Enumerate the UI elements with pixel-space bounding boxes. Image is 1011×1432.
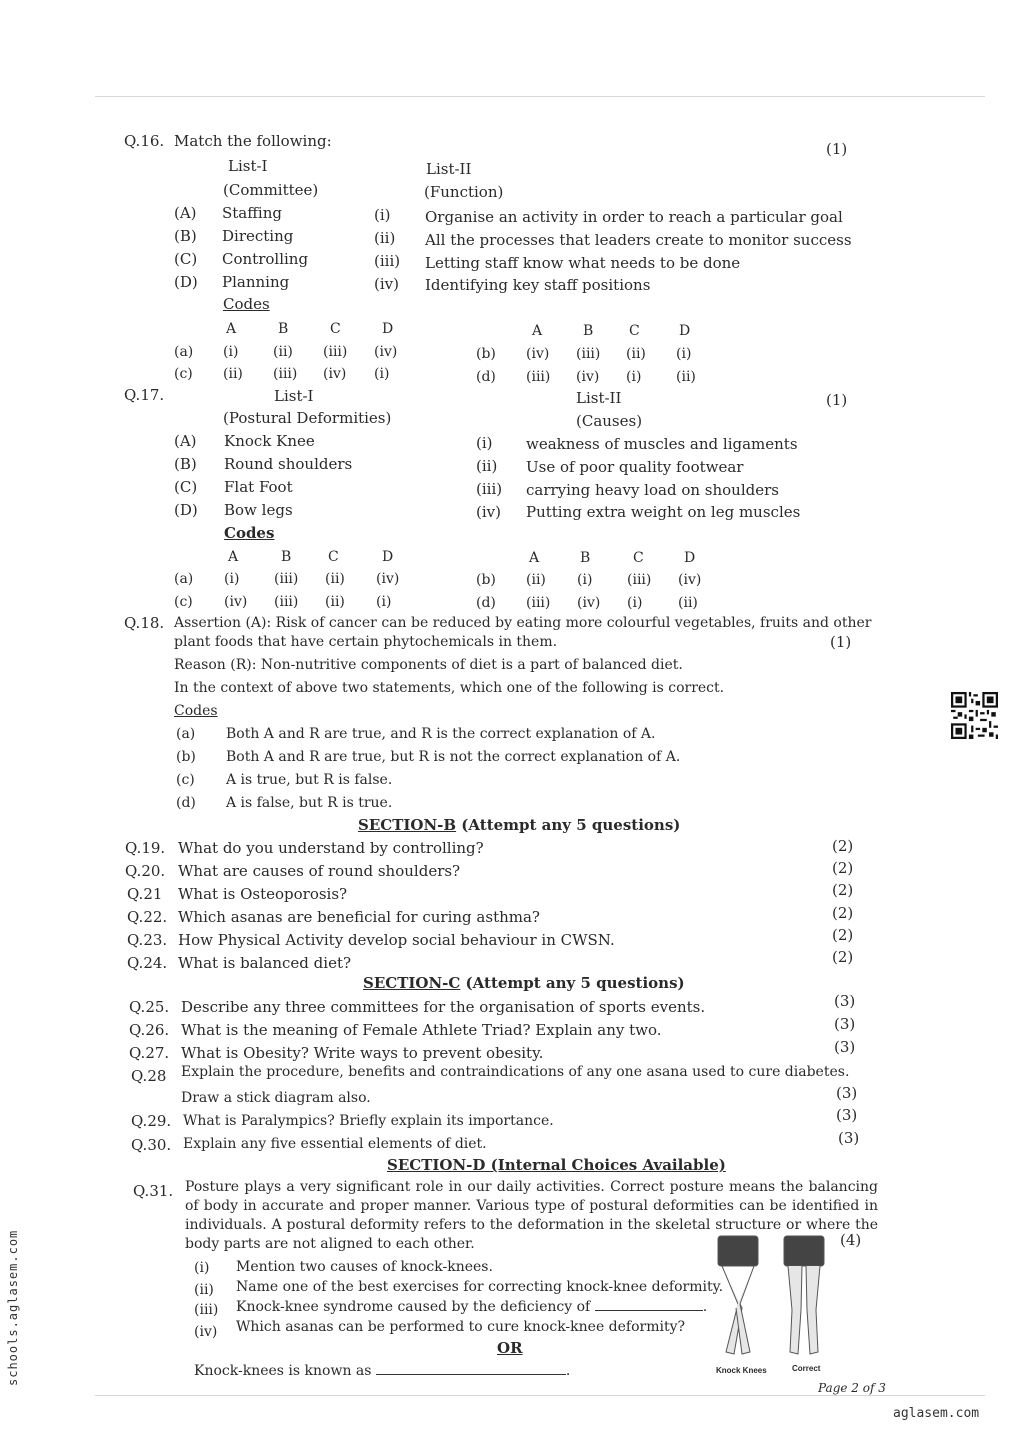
q30-number: Q.30. [131, 1136, 172, 1154]
option-value: (iii) [274, 571, 299, 587]
q18-assertion-line1: Assertion (A): Risk of cancer can be reduced by eating more colourful vegetables, fruits and other [174, 615, 872, 631]
q18-number: Q.18. [124, 614, 165, 632]
q17-row-item: Flat Foot [224, 478, 293, 496]
q16-row-item: Staffing [222, 204, 282, 222]
option-value: (i) [224, 571, 240, 587]
q17-row-cause: Use of poor quality footwear [526, 458, 744, 476]
option-value: (iii) [526, 595, 551, 611]
option-value: (i) [676, 346, 692, 362]
q18-reason: Reason (R): Non-nutritive components of diet is a part of balanced diet. [174, 657, 683, 673]
option-value: (iii) [576, 346, 601, 362]
q16-row-function: All the processes that leaders create to monitor success [425, 231, 852, 249]
code-head: D [382, 321, 394, 337]
question-text: What is Obesity? Write ways to prevent obesity. [181, 1044, 544, 1062]
question-number: Q.24. [127, 954, 168, 972]
q16-row-roman: (i) [374, 206, 391, 224]
question-text: What is Osteoporosis? [178, 885, 348, 903]
code-head: C [633, 550, 644, 566]
q17-row-letter: (A) [174, 432, 197, 450]
q16-row-function: Organise an activity in order to reach a particular goal [425, 208, 843, 226]
option-value: (ii) [325, 594, 345, 610]
option-value: (iv) [576, 369, 600, 385]
option-letter: (b) [476, 572, 496, 588]
knock-knee-figure [710, 1230, 840, 1362]
option-value: (i) [223, 344, 239, 360]
sub-question-text: Mention two causes of knock-knees. [236, 1259, 493, 1275]
option-value: (iv) [526, 346, 550, 362]
q16-list2-sub: (Function) [424, 183, 504, 201]
qr-code-icon [951, 692, 998, 739]
option-value: (ii) [626, 346, 646, 362]
question-marks: (2) [832, 881, 854, 899]
option-value: (ii) [678, 595, 698, 611]
option-value: (iii) [627, 572, 652, 588]
q17-number: Q.17. [124, 386, 165, 404]
section-b-heading [358, 816, 680, 834]
question-marks: (2) [832, 948, 854, 966]
code-head: B [278, 321, 289, 337]
option-value: (iv) [323, 366, 347, 382]
option-value: (iii) [274, 594, 299, 610]
fill-blank [376, 1374, 566, 1375]
code-head: A [228, 549, 239, 565]
question-number: Q.26. [129, 1021, 170, 1039]
code-head: A [532, 323, 543, 339]
question-marks: (2) [832, 926, 854, 944]
or-question-text: Knock-knees is known as [194, 1363, 372, 1379]
q28-text-line2: Draw a stick diagram also. [181, 1090, 371, 1106]
q17-row-item: Knock Knee [224, 432, 315, 450]
q16-list1-head: List-I [228, 157, 268, 175]
question-number: Q.20. [125, 862, 166, 880]
or-question-row: Knock-knees is known as . [194, 1363, 571, 1379]
question-text: What are causes of round shoulders? [178, 862, 461, 880]
question-number: Q.21 [127, 885, 163, 903]
q16-number: Q.16. [124, 132, 165, 150]
option-letter: (c) [174, 366, 193, 382]
question-marks: (3) [834, 992, 856, 1010]
q16-title: Match the following: [174, 132, 332, 150]
option-value: (ii) [526, 572, 546, 588]
question-text: Which asanas are beneficial for curing asthma? [178, 908, 540, 926]
option-value: (i) [577, 572, 593, 588]
q16-row-roman: (iii) [374, 252, 401, 270]
q17-row-cause: weakness of muscles and ligaments [526, 435, 798, 453]
q28-text-line1: Explain the procedure, benefits and contraindications of any one asana used to cure diabetes. [181, 1064, 850, 1080]
code-head: D [684, 550, 696, 566]
option-text: A is false, but R is true. [226, 795, 393, 811]
q16-codes-label: Codes [223, 295, 270, 313]
q30-marks: (3) [838, 1129, 860, 1147]
question-text: What do you understand by controlling? [178, 839, 484, 857]
option-value: (iv) [577, 595, 601, 611]
q17-list2-sub: (Causes) [576, 412, 643, 430]
sub-question-row: Knock-knee syndrome caused by the deficiency of . [236, 1299, 708, 1315]
option-value: (iv) [374, 344, 398, 360]
code-head: A [529, 550, 540, 566]
q29-marks: (3) [836, 1106, 858, 1124]
or-divider: OR [497, 1339, 523, 1357]
q31-marks: (4) [840, 1231, 862, 1249]
figure-label-correct: Correct [792, 1364, 821, 1373]
option-value: (iii) [323, 344, 348, 360]
option-letter: (c) [174, 594, 193, 610]
question-text: How Physical Activity develop social behaviour in CWSN. [178, 931, 615, 949]
question-number: Q.22. [127, 908, 168, 926]
sub-question-number: (i) [194, 1260, 210, 1276]
option-letter: (d) [476, 369, 496, 385]
option-letter: (d) [476, 595, 496, 611]
q16-row-letter: (D) [174, 273, 198, 291]
question-marks: (3) [834, 1038, 856, 1056]
q17-codes-label: Codes [224, 524, 275, 542]
option-value: (ii) [273, 344, 293, 360]
side-watermark: schools.aglasem.com [6, 1229, 20, 1386]
q17-row-letter: (D) [174, 501, 198, 519]
option-letter: (a) [174, 344, 194, 360]
q16-list1-sub: (Committee) [223, 181, 319, 199]
q16-row-roman: (ii) [374, 229, 396, 247]
q17-marks: (1) [826, 391, 848, 409]
question-number: Q.19. [125, 839, 166, 857]
q18-context: In the context of above two statements, which one of the following is correct. [174, 680, 725, 696]
q17-row-roman: (i) [476, 434, 493, 452]
code-head: B [583, 323, 594, 339]
option-value: (ii) [676, 369, 696, 385]
figure-label-knock-knees: Knock Knees [716, 1366, 767, 1375]
option-value: (iii) [273, 366, 298, 382]
q16-row-function: Letting staff know what needs to be done [425, 254, 741, 272]
sub-question-text: Name one of the best exercises for correcting knock-knee deformity. [236, 1279, 724, 1295]
section-b-note: (Attempt any 5 questions) [456, 816, 681, 834]
question-marks: (2) [832, 859, 854, 877]
code-head: C [330, 321, 341, 337]
fill-blank [595, 1310, 703, 1311]
option-letter: (d) [176, 795, 196, 811]
footer-site: aglasem.com [893, 1406, 980, 1421]
top-rule [95, 96, 985, 97]
option-value: (i) [374, 366, 390, 382]
q17-row-roman: (iv) [476, 503, 501, 521]
q17-row-letter: (B) [174, 455, 197, 473]
option-value: (i) [627, 595, 643, 611]
section-d-heading: SECTION-D (Internal Choices Available) [387, 1156, 726, 1174]
section-c-heading [363, 974, 685, 992]
sub-question-number: (ii) [194, 1282, 214, 1298]
q16-row-function: Identifying key staff positions [425, 276, 651, 294]
q16-row-letter: (B) [174, 227, 197, 245]
question-marks: (2) [832, 837, 854, 855]
q17-row-roman: (iii) [476, 480, 503, 498]
sub-question-text: Which asanas can be performed to cure knock-knee deformity? [236, 1319, 686, 1335]
code-head: C [328, 549, 339, 565]
page-number: Page 2 of 3 [818, 1381, 886, 1395]
option-text: A is true, but R is false. [226, 772, 393, 788]
code-head: D [679, 323, 691, 339]
q16-list2-head: List-II [426, 160, 472, 178]
q31-passage: Posture plays a very significant role in our daily activities. Correct posture means the balancing of body in accurate and proper manner. Various type of postural deformities can be identified in individuals. A postural deformity refers to the deformation in the skeletal structure or where the body parts are not aligned to each other. [185, 1179, 878, 1252]
q31-number: Q.31. [133, 1182, 174, 1200]
q16-row-item: Directing [222, 227, 294, 245]
q29-number: Q.29. [131, 1112, 172, 1130]
option-value: (iv) [224, 594, 248, 610]
code-head: C [629, 323, 640, 339]
question-text: What is balanced diet? [178, 954, 352, 972]
q16-row-roman: (iv) [374, 275, 399, 293]
option-letter: (c) [176, 772, 195, 788]
question-marks: (3) [834, 1015, 856, 1033]
option-value: (i) [626, 369, 642, 385]
q17-row-letter: (C) [174, 478, 198, 496]
q17-list2-head: List-II [576, 389, 622, 407]
q29-text: What is Paralympics? Briefly explain its importance. [183, 1113, 554, 1129]
question-marks: (2) [832, 904, 854, 922]
section-c-note: (Attempt any 5 questions) [460, 974, 685, 992]
q16-row-item: Planning [222, 273, 290, 291]
option-value: (iv) [376, 571, 400, 587]
q17-row-cause: Putting extra weight on leg muscles [526, 503, 801, 521]
q28-marks: (3) [836, 1084, 858, 1102]
q17-row-roman: (ii) [476, 457, 498, 475]
question-number: Q.27. [129, 1044, 170, 1062]
section-b-title: SECTION-B [358, 816, 457, 834]
q30-text: Explain any five essential elements of diet. [183, 1136, 487, 1152]
option-letter: (a) [176, 726, 196, 742]
q16-row-item: Controlling [222, 250, 309, 268]
question-text: Describe any three committees for the organisation of sports events. [181, 998, 706, 1016]
question-number: Q.23. [127, 931, 168, 949]
q18-marks: (1) [830, 633, 852, 651]
question-number: Q.25. [129, 998, 170, 1016]
q17-row-cause: carrying heavy load on shoulders [526, 481, 779, 499]
code-head: A [226, 321, 237, 337]
q17-row-item: Bow legs [224, 501, 293, 519]
option-letter: (b) [176, 749, 196, 765]
q18-codes-label: Codes [174, 703, 218, 719]
code-head: B [281, 549, 292, 565]
q16-row-letter: (C) [174, 250, 198, 268]
option-letter: (a) [174, 571, 194, 587]
option-text: Both A and R are true, but R is not the correct explanation of A. [226, 749, 681, 765]
code-head: B [580, 550, 591, 566]
option-value: (i) [376, 594, 392, 610]
q16-marks: (1) [826, 140, 848, 158]
option-value: (iv) [678, 572, 702, 588]
bottom-rule [95, 1395, 985, 1396]
sub-question-number: (iii) [194, 1302, 219, 1318]
code-head: D [382, 549, 394, 565]
q17-row-item: Round shoulders [224, 455, 353, 473]
question-text: What is the meaning of Female Athlete Triad? Explain any two. [181, 1021, 662, 1039]
option-value: (ii) [223, 366, 243, 382]
option-letter: (b) [476, 346, 496, 362]
option-value: (ii) [325, 571, 345, 587]
q17-list1-head: List-I [274, 387, 314, 405]
option-value: (iii) [526, 369, 551, 385]
option-text: Both A and R are true, and R is the correct explanation of A. [226, 726, 656, 742]
q17-list1-sub: (Postural Deformities) [223, 409, 392, 427]
q28-number: Q.28 [131, 1067, 167, 1085]
section-c-title: SECTION-C [363, 974, 461, 992]
q16-row-letter: (A) [174, 204, 197, 222]
sub-question-number: (iv) [194, 1324, 218, 1340]
q18-assertion-line2: plant foods that have certain phytochemicals in them. [174, 634, 558, 650]
sub-question-text: Knock-knee syndrome caused by the deficiency of [236, 1299, 591, 1315]
